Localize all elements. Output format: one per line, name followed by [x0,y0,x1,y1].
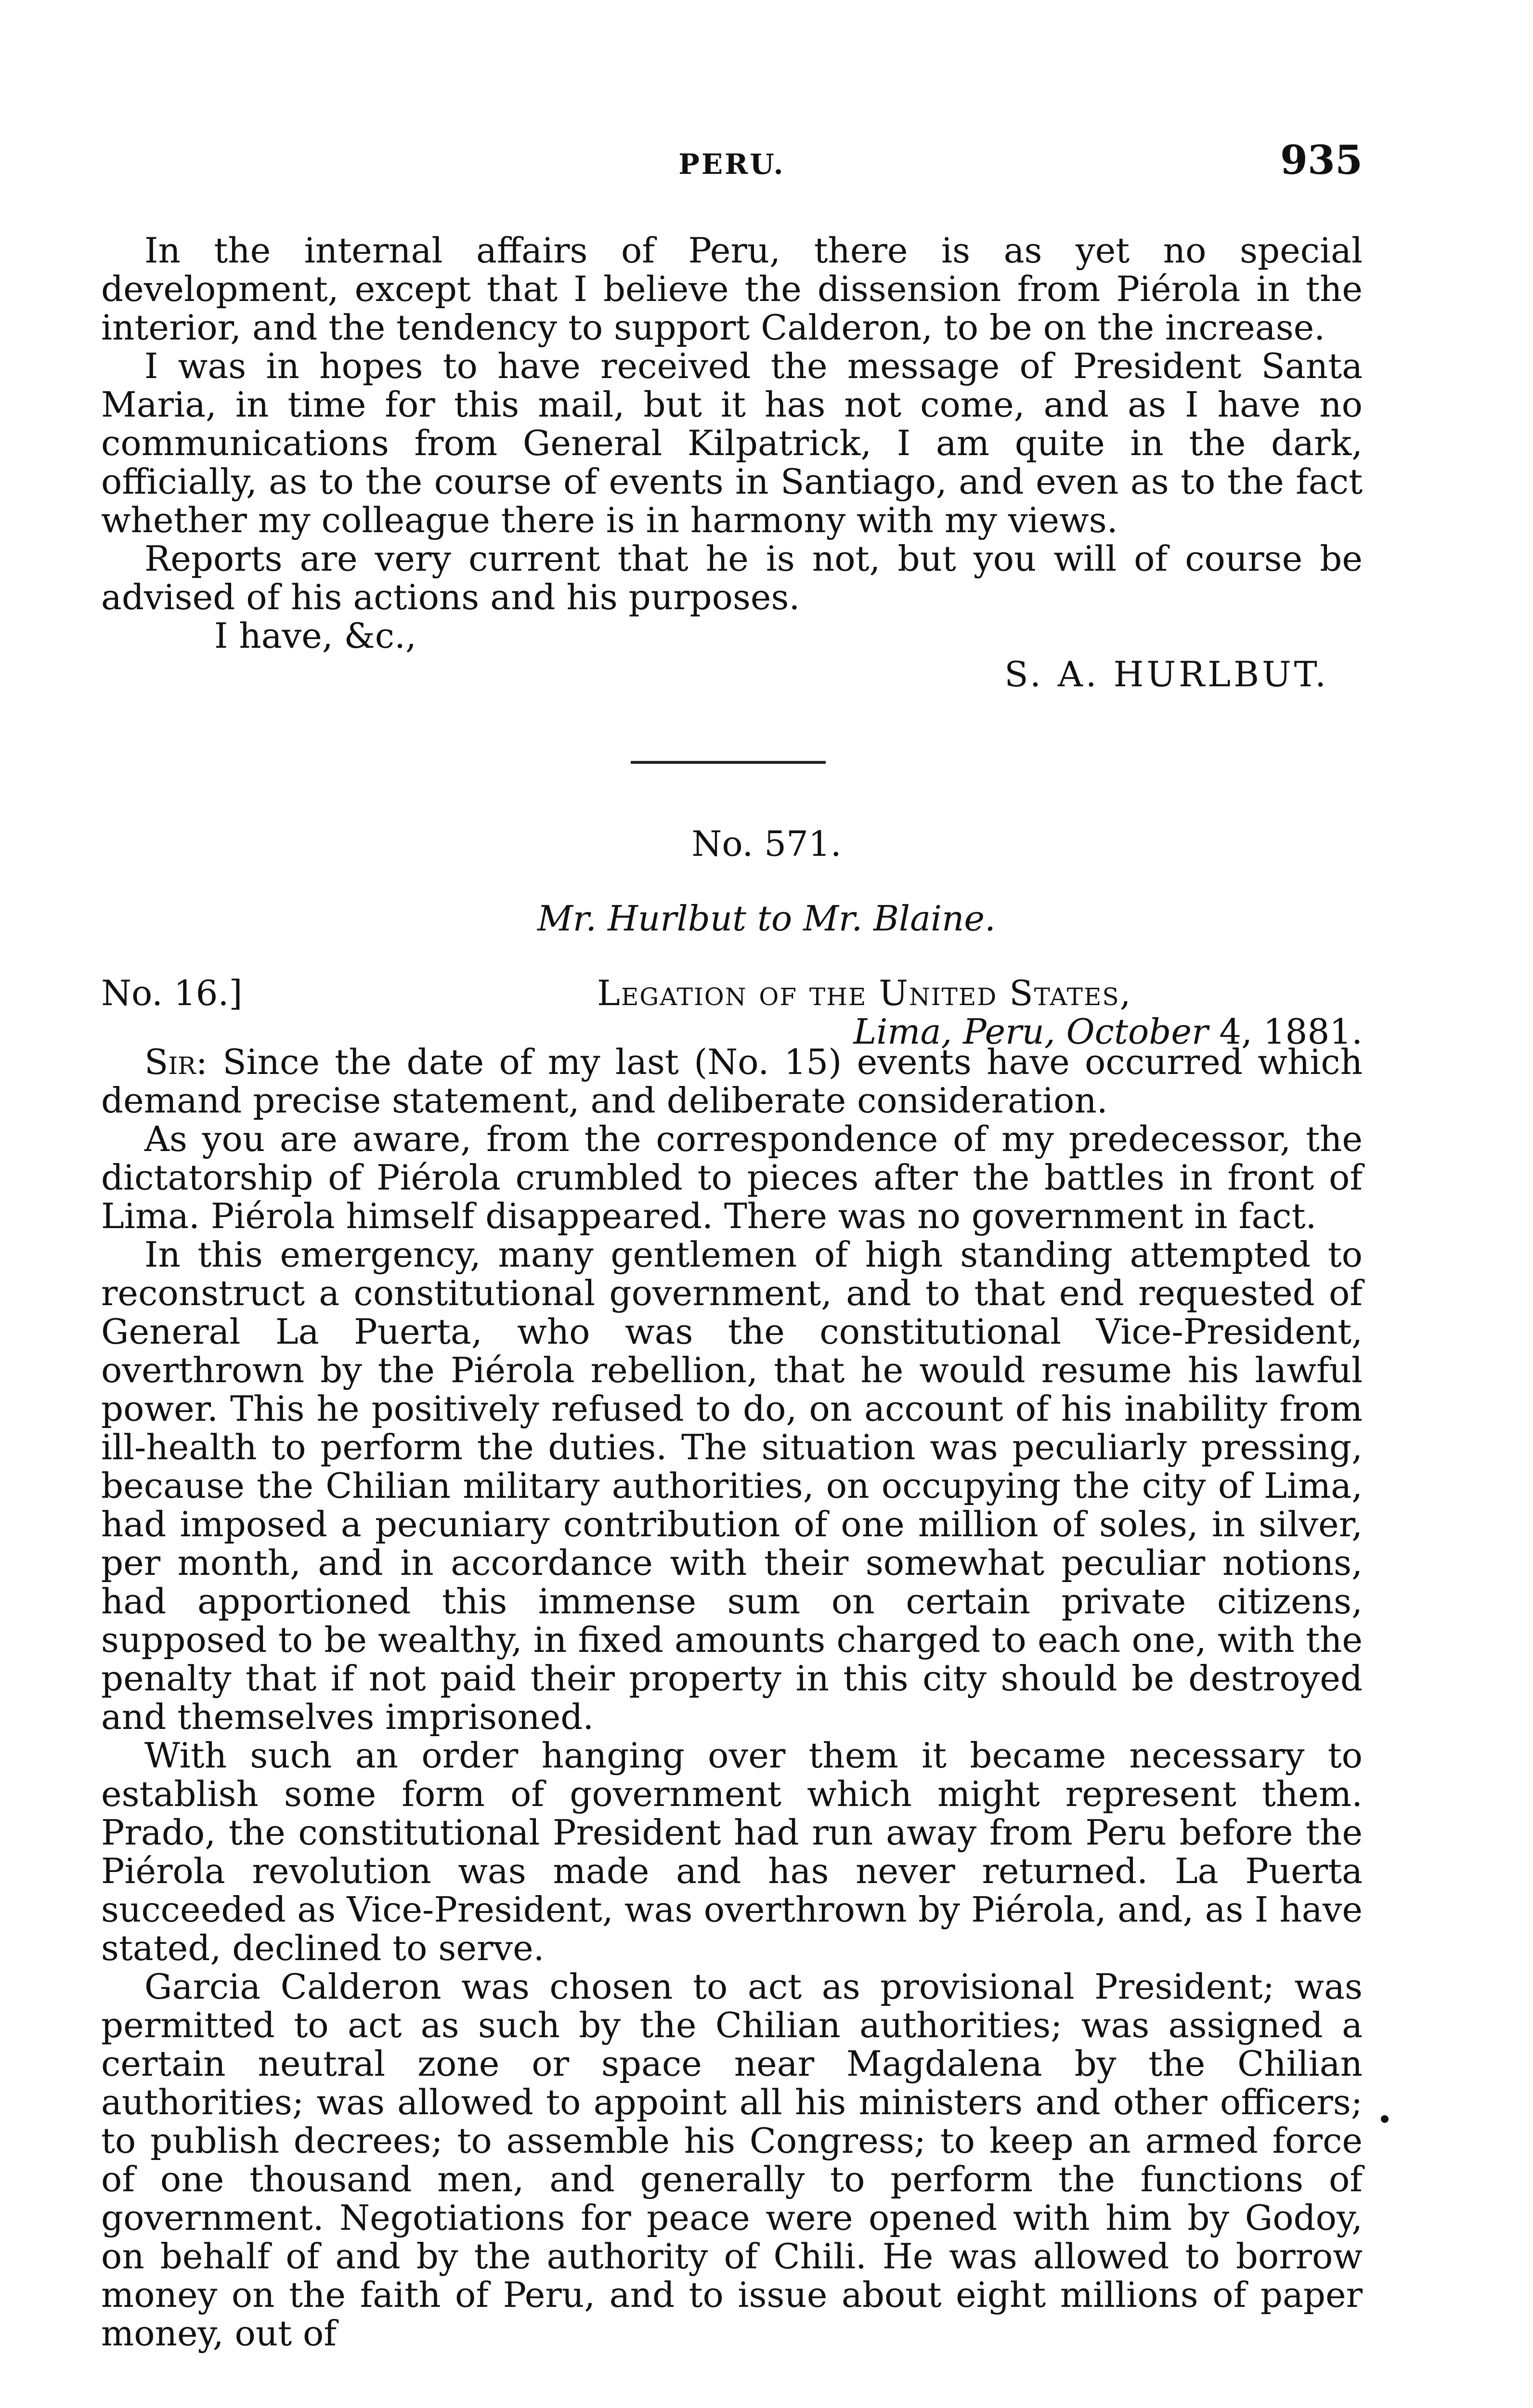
page-header [101,137,1363,190]
page-number: 935 [1280,137,1363,183]
dispatch-number: No. 16.] [101,973,243,1013]
document-number: No. 571. [691,824,842,864]
paragraph: In this emergency, many gentlemen of high standing attempted to reconstruct a constitutional government, and to that end requested of General La Puerta, who was the constitutional Vice-President, overthrown by the Piérola rebellion, that he would resume his lawful power. This he positively refused to do, on account of his inability from ill-health to perform the duties. The situation was peculiarly pressing, because the Chilian military authorities, on occupying the city of Lima, had imposed a pecuniary contribution of one million of soles, in silver, per month, and in accordance with their somewhat peculiar notions, had apportioned this immense sum on certain private citizens, supposed to be wealthy, in fixed amounts charged to each one, with the penalty that if not paid their property in this city should be destroyed and themselves imprisoned. [101,1234,1363,1737]
paragraph: In the internal affairs of Peru, there is as yet no special development, except that I believe the dissension from Piérola in the interior, and the tendency to support Calderon, to be on the increase. [101,230,1363,348]
section-divider [631,761,826,764]
signature: S. A. HURLBUT. [1004,654,1329,694]
margin-dot [1381,2115,1389,2123]
paragraph: As you are aware, from the correspondence of my predecessor, the dictatorship of Piérola crumbled to pieces after the battles in front of Lima. Piérola himself disappeared. There was no government in fact. [101,1119,1363,1236]
salutation: Sir [144,1042,196,1082]
running-head: PERU. [678,148,785,181]
paragraph: I was in hopes to have received the message of President Santa Maria, in time for this mail, but it has not come, and as I have no communications from General Kilpatrick, I am quite in the dark, officially, as to the course of events in Santiago, and even as to the fact whether my colleague there is in harmony with my views. [101,346,1363,540]
paragraph: Reports are very current that he is not, but you will of course be advised of his actions and his purposes. [101,538,1363,617]
paragraph-text: : Since the date of my last (No. 15) events have occurred which demand precise statement, and deliberate consideration. [101,1042,1363,1121]
paragraph: With such an order hanging over them it became necessary to establish some form of government which might represent them. Prado, the constitutional President had run away from Peru before the Piérola revolution was made and has never returned. La Puerta succeeded as Vice-President, was overthrown by Piérola, and, as I have stated, declined to serve. [101,1735,1363,1968]
closing-line: I have, &c., [214,615,416,656]
paragraph: Garcia Calderon was chosen to act as provisional President; was permitted to act as such by the Chilian authorities; was assigned a certain neutral zone or space near Magdalena by the Chilian authorities; was allowed to appoint all his ministers and other officers; to publish decrees; to assemble his Congress; to keep an armed force of one thousand men, and generally to perform the functions of government. Negotiations for peace were opened with him by Godoy, on behalf of and by the authority of Chili. He was allowed to borrow money on the faith of Peru, and to issue about eight millions of paper money, out of [101,1966,1363,2354]
paragraph [101,1043,1363,1120]
letter-body [101,1043,1363,2353]
letter-conclusion [101,231,1363,694]
date-place: Lima, Peru, October [853,1011,1208,1052]
legation-heading: Legation of the United States, [597,973,1132,1013]
date-year: 4, 1881. [1208,1011,1363,1052]
document-title: Mr. Hurlbut to Mr. Blaine. [537,898,996,939]
